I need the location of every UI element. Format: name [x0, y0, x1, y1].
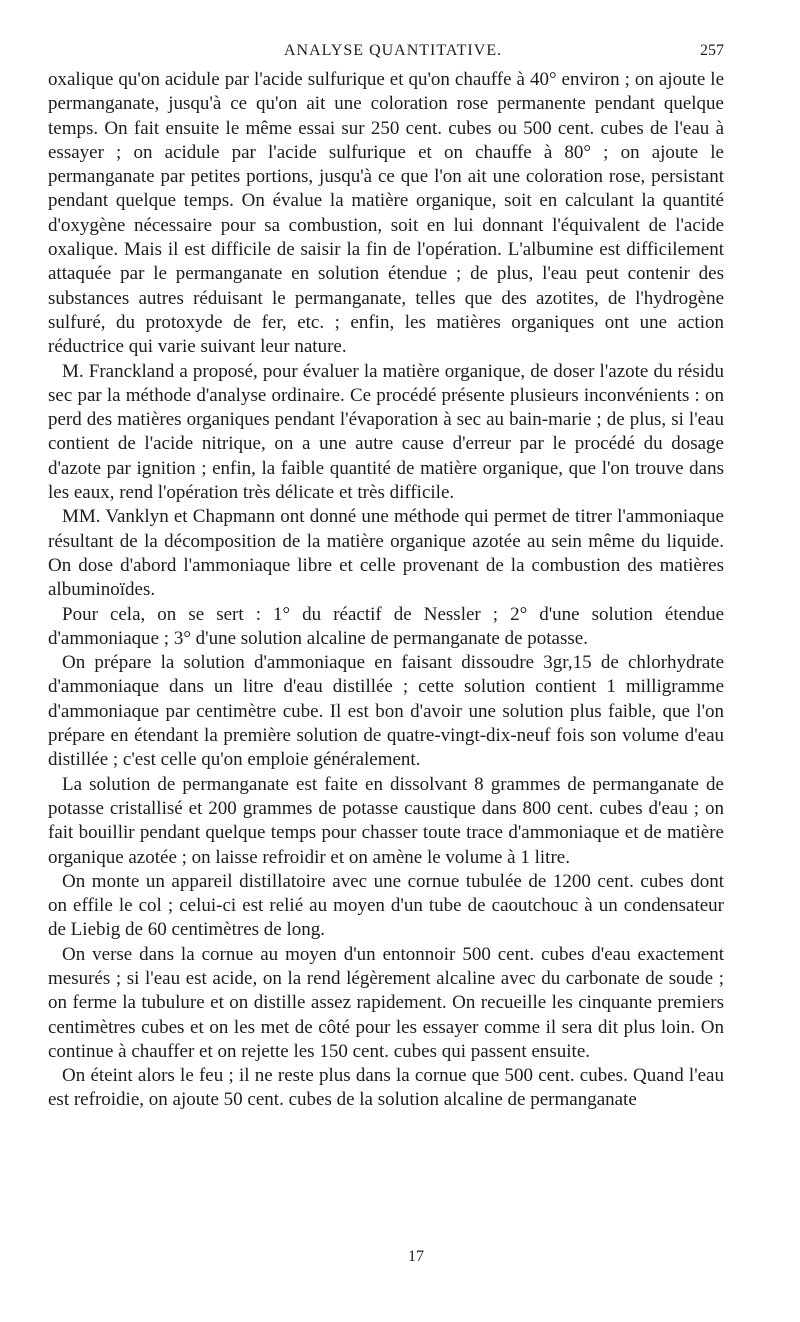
page-body — [48, 68, 724, 1113]
paragraph: On monte un appareil distillatoire avec une cornue tubulée de 1200 cent. cubes dont on effile le col ; celui-ci est relié au moyen d'un tube de caoutchouc à un condensateur de Liebig de 60 centimètres de long. — [48, 870, 724, 941]
page-number: 257 — [700, 42, 724, 59]
paragraph: La solution de permanganate est faite en dissolvant 8 grammes de permanganate de potasse cristallisé et 200 grammes de potasse caustique dans 800 cent. cubes d'eau ; on fait bouillir pendant quelque temps pour chasser toute trace d'ammoniaque et de matière organique azotée ; on laisse refroidir et on amène le volume à 1 litre. — [48, 773, 724, 868]
sheet-signature: 17 — [408, 1248, 424, 1265]
book-page — [48, 42, 724, 1265]
paragraph: MM. Vanklyn et Chapmann ont donné une méthode qui permet de titrer l'ammoniaque résultant de la décomposition de la matière organique azotée au sein même du liquide. On dose d'abord l'ammoniaque libre et celle provenant de la combustion des matières albuminoïdes. — [48, 506, 724, 601]
paragraph: Pour cela, on se sert : 1° du réactif de Nessler ; 2° d'une solution étendue d'ammoniaque ; 3° d'une solution alcaline de permanganate de potasse. — [48, 603, 724, 649]
paragraph: oxalique qu'on acidule par l'acide sulfurique et qu'on chauffe à 40° environ ; on ajoute le permanganate, jusqu'à ce qu'on ait une coloration rose permanente pendant quelque temps. On fait ensuite le même essai sur 250 cent. cubes ou 500 cent. cubes de l'eau à essayer ; on acidule par l'acide sulfurique et on chauffe à 80° ; on ajoute le permanganate par petites portions, jusqu'à ce que l'on ait une coloration rose, persistant pendant quelque temps. On évalue la matière organique, soit en calculant la quantité d'oxygène nécessaire pour sa combustion, soit en lui donnant l'équivalent de l'acide oxalique. Mais il est difficile de saisir la fin de l'opération. L'albumine est difficilement attaquée par le permanganate en solution étendue ; de plus, l'eau peut contenir des substances autres réduisant le permanganate, telles que des azotites, de l'hydrogène sulfuré, du protoxyde de fer, etc. ; enfin, les matières organiques ont une action réductrice qui varie suivant leur nature. — [48, 69, 724, 358]
paragraph: On éteint alors le feu ; il ne reste plus dans la cornue que 500 cent. cubes. Quand l'eau est refroidie, on ajoute 50 cent. cubes de la solution alcaline de permanganate — [48, 1065, 724, 1111]
running-title: ANALYSE QUANTITATIVE. — [284, 42, 503, 59]
paragraph: On verse dans la cornue au moyen d'un entonnoir 500 cent. cubes d'eau exactement mesurés ; si l'eau est acide, on la rend légèrement alcaline avec du carbonate de soude ; on ferme la tubulure et on distille assez rapidement. On recueille les cinquante premiers centimètres cubes et on les met de côté pour les essayer comme il sera dit plus loin. On continue à chauffer et on rejette les 150 cent. cubes qui passent ensuite. — [48, 943, 724, 1062]
running-header — [48, 42, 724, 68]
paragraph: M. Franckland a proposé, pour évaluer la matière organique, de doser l'azote du résidu sec par la méthode d'analyse ordinaire. Ce procédé présente plusieurs inconvénients : on perd des matières organiques pendant l'évaporation à sec au bain-marie ; de plus, si l'eau contient de l'acide nitrique, on a une autre cause d'erreur par le procédé du dosage d'azote par ignition ; enfin, la faible quantité de matière organique, que l'on trouve dans les eaux, rend l'opération très délicate et très difficile. — [48, 360, 724, 504]
paragraph: On prépare la solution d'ammoniaque en faisant dissoudre 3gr,15 de chlorhydrate d'ammoniaque dans un litre d'eau distillée ; cette solution contient 1 milligramme d'ammoniaque par centimètre cube. Il est bon d'avoir une solution plus faible, que l'on prépare en étendant la première solution de quatre-vingt-dix-neuf fois son volume d'eau distillée ; c'est celle qu'on emploie généralement. — [48, 652, 724, 771]
